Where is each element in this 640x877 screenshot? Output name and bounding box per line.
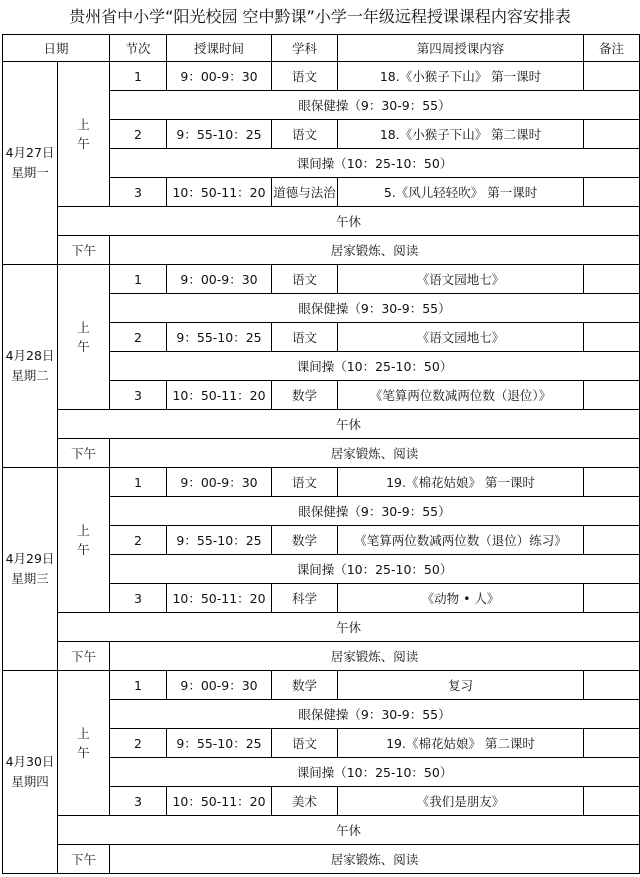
break-exercise-cell: 课间操（10：25-10：50） — [110, 149, 640, 178]
period-cell: 3 — [110, 178, 167, 207]
morning-label — [58, 265, 110, 410]
morning-label-bottom: 午 — [77, 136, 90, 151]
date-cell — [3, 468, 58, 671]
period-cell: 3 — [110, 381, 167, 410]
subject-cell: 数学 — [272, 381, 338, 410]
page-title: 贵州省中小学“阳光校园 空中黔课”小学一年级远程授课课程内容安排表 — [69, 7, 571, 26]
lesson-row — [3, 671, 640, 700]
time-cell: 9：00-9：30 — [167, 62, 272, 91]
period-cell: 2 — [110, 526, 167, 555]
lunch-row — [3, 816, 640, 845]
afternoon-row — [3, 642, 640, 671]
afternoon-activity-cell: 居家锻炼、阅读 — [110, 439, 640, 468]
weekday-label: 星期一 — [11, 165, 49, 180]
break-exercise-cell: 课间操（10：25-10：50） — [110, 352, 640, 381]
period-cell: 1 — [110, 671, 167, 700]
content-cell: 《语文园地七》 — [338, 265, 584, 294]
content-cell: 《我们是朋友》 — [338, 787, 584, 816]
time-cell: 9：00-9：30 — [167, 265, 272, 294]
remark-cell — [584, 729, 640, 758]
remark-cell — [584, 526, 640, 555]
subject-cell: 语文 — [272, 265, 338, 294]
content-cell: 19.《棉花姑娘》 第二课时 — [338, 729, 584, 758]
afternoon-row — [3, 236, 640, 265]
remark-cell — [584, 265, 640, 294]
afternoon-label: 下午 — [58, 439, 110, 468]
time-cell: 9：00-9：30 — [167, 468, 272, 497]
subject-cell: 数学 — [272, 526, 338, 555]
morning-label-top: 上 — [77, 320, 90, 335]
remark-cell — [584, 671, 640, 700]
afternoon-activity-cell: 居家锻炼、阅读 — [110, 236, 640, 265]
period-cell: 2 — [110, 323, 167, 352]
weekday-label: 星期四 — [11, 774, 49, 789]
content-cell: 18.《小猴子下山》 第一课时 — [338, 62, 584, 91]
eye-exercise-cell: 眼保健操（9：30-9：55） — [110, 497, 640, 526]
weekday-label: 星期三 — [11, 571, 49, 586]
afternoon-activity-cell: 居家锻炼、阅读 — [110, 642, 640, 671]
time-cell: 10：50-11：20 — [167, 787, 272, 816]
time-cell: 9：55-10：25 — [167, 526, 272, 555]
morning-label-bottom: 午 — [77, 542, 90, 557]
content-cell: 19.《棉花姑娘》 第一课时 — [338, 468, 584, 497]
time-cell: 10：50-11：20 — [167, 178, 272, 207]
period-cell: 3 — [110, 787, 167, 816]
date-cell — [3, 62, 58, 265]
remark-cell — [584, 381, 640, 410]
morning-label — [58, 671, 110, 816]
header-date: 日期 — [3, 35, 110, 62]
morning-label-top: 上 — [77, 117, 90, 132]
remark-cell — [584, 787, 640, 816]
lunch-row — [3, 207, 640, 236]
schedule-table — [2, 34, 640, 874]
lunch-row — [3, 613, 640, 642]
remark-cell — [584, 62, 640, 91]
lunch-cell: 午休 — [58, 613, 640, 642]
afternoon-label: 下午 — [58, 236, 110, 265]
period-cell: 1 — [110, 265, 167, 294]
content-cell: 5.《风儿轻轻吹》 第一课时 — [338, 178, 584, 207]
morning-label-top: 上 — [77, 523, 90, 538]
header-remark: 备注 — [584, 35, 640, 62]
remark-cell — [584, 178, 640, 207]
subject-cell: 语文 — [272, 468, 338, 497]
date-label: 4月27日 — [5, 145, 55, 160]
eye-exercise-cell: 眼保健操（9：30-9：55） — [110, 91, 640, 120]
afternoon-activity-cell: 居家锻炼、阅读 — [110, 845, 640, 874]
date-label: 4月30日 — [5, 754, 55, 769]
afternoon-row — [3, 845, 640, 874]
eye-exercise-cell: 眼保健操（9：30-9：55） — [110, 700, 640, 729]
time-cell: 9：55-10：25 — [167, 729, 272, 758]
remark-cell — [584, 120, 640, 149]
afternoon-row — [3, 439, 640, 468]
subject-cell: 道德与法治 — [272, 178, 338, 207]
content-cell: 《笔算两位数减两位数（退位）》 — [338, 381, 584, 410]
period-cell: 1 — [110, 62, 167, 91]
lunch-cell: 午休 — [58, 410, 640, 439]
eye-exercise-cell: 眼保健操（9：30-9：55） — [110, 294, 640, 323]
subject-cell: 语文 — [272, 729, 338, 758]
subject-cell: 语文 — [272, 323, 338, 352]
afternoon-label: 下午 — [58, 642, 110, 671]
period-cell: 3 — [110, 584, 167, 613]
date-cell — [3, 671, 58, 874]
morning-label-top: 上 — [77, 726, 90, 741]
morning-label-bottom: 午 — [77, 339, 90, 354]
date-label: 4月29日 — [5, 551, 55, 566]
content-cell: 《语文园地七》 — [338, 323, 584, 352]
time-cell: 10：50-11：20 — [167, 584, 272, 613]
weekday-label: 星期二 — [11, 368, 49, 383]
content-cell: 《笔算两位数减两位数（退位）练习》 — [338, 526, 584, 555]
morning-label — [58, 468, 110, 613]
remark-cell — [584, 584, 640, 613]
header-row — [3, 35, 640, 62]
remark-cell — [584, 323, 640, 352]
lesson-row — [3, 62, 640, 91]
lesson-row — [3, 265, 640, 294]
content-cell: 复习 — [338, 671, 584, 700]
subject-cell: 语文 — [272, 120, 338, 149]
header-period: 节次 — [110, 35, 167, 62]
break-exercise-cell: 课间操（10：25-10：50） — [110, 555, 640, 584]
header-time: 授课时间 — [167, 35, 272, 62]
lunch-cell: 午休 — [58, 207, 640, 236]
header-subject: 学科 — [272, 35, 338, 62]
subject-cell: 数学 — [272, 671, 338, 700]
lunch-row — [3, 410, 640, 439]
date-cell — [3, 265, 58, 468]
afternoon-label: 下午 — [58, 845, 110, 874]
break-exercise-cell: 课间操（10：25-10：50） — [110, 758, 640, 787]
content-cell: 18.《小猴子下山》 第二课时 — [338, 120, 584, 149]
period-cell: 1 — [110, 468, 167, 497]
time-cell: 10：50-11：20 — [167, 381, 272, 410]
period-cell: 2 — [110, 120, 167, 149]
time-cell: 9：55-10：25 — [167, 120, 272, 149]
lunch-cell: 午休 — [58, 816, 640, 845]
subject-cell: 科学 — [272, 584, 338, 613]
morning-label-bottom: 午 — [77, 745, 90, 760]
time-cell: 9：55-10：25 — [167, 323, 272, 352]
morning-label — [58, 62, 110, 207]
date-label: 4月28日 — [5, 348, 55, 363]
remark-cell — [584, 468, 640, 497]
header-content: 第四周授课内容 — [338, 35, 584, 62]
subject-cell: 美术 — [272, 787, 338, 816]
period-cell: 2 — [110, 729, 167, 758]
subject-cell: 语文 — [272, 62, 338, 91]
time-cell: 9：00-9：30 — [167, 671, 272, 700]
content-cell: 《动物 • 人》 — [338, 584, 584, 613]
lesson-row — [3, 468, 640, 497]
